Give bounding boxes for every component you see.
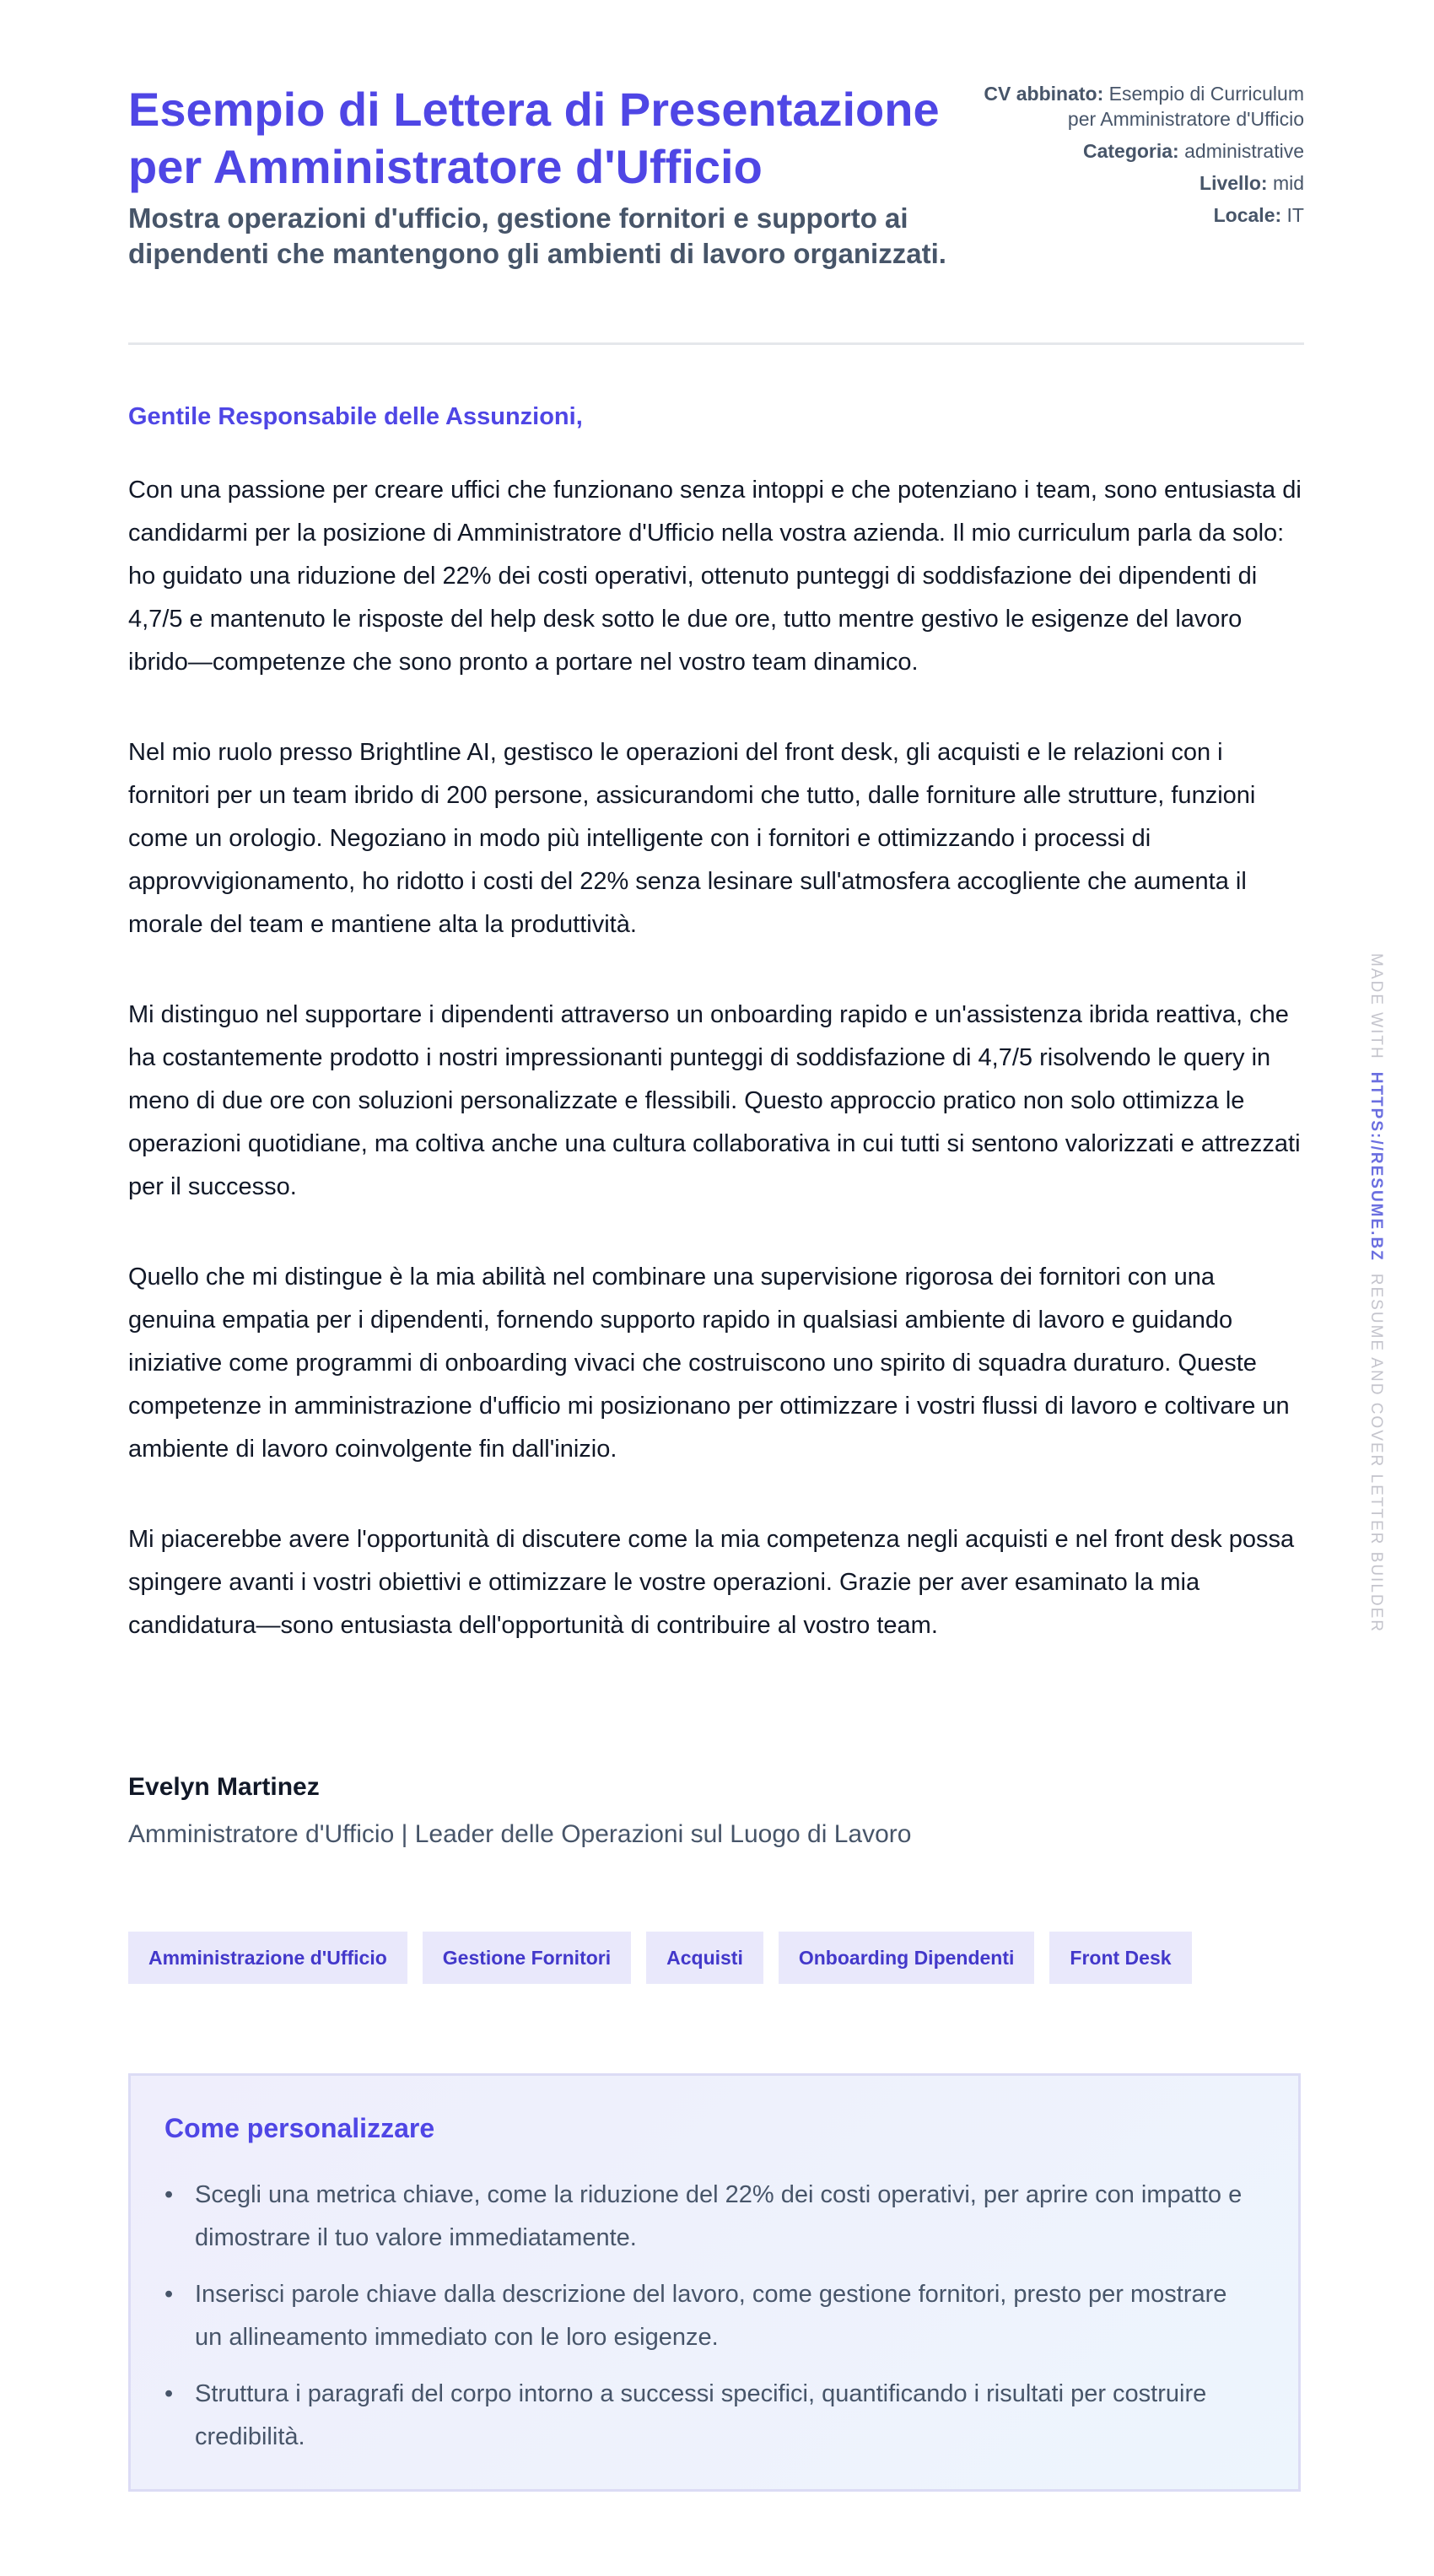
page-header bbox=[128, 0, 1304, 345]
letter-paragraph: Nel mio ruolo presso Brightline AI, gestisco le operazioni del front desk, gli acquisti e le relazioni con i fornitori per un team ibrido di 200 persone, assicurandomi che tutto, dalle forniture alle strutture, funzioni come un orologio. Negoziano in modo più intelligente con i fornitori e ottimizzando i processi di approvvigionamento, ho ridotto i costi del 22% senza lesinare sull'atmosfera accogliente che aumenta il morale del team e mantiene alta la produttività. bbox=[128, 739, 1256, 938]
skill-tag[interactable]: Acquisti bbox=[646, 1932, 763, 1984]
watermark-brand-link[interactable]: HTTPS://RESUME.BZ bbox=[1367, 1071, 1385, 1262]
skill-tags bbox=[128, 1932, 1192, 1984]
skill-tag[interactable]: Onboarding Dipendenti bbox=[779, 1932, 1035, 1984]
tips-title: Come personalizzare bbox=[164, 2113, 435, 2143]
letter-paragraph: Mi piacerebbe avere l'opportunità di discutere come la mia competenza negli acquisti e nel front desk possa spingere avanti i vostri obiettivi e ottimizzare le vostre operazioni. Grazie per aver esaminato la mia candidatura—sono entusiasta dell'opportunità di contribuire al vostro team. bbox=[128, 1526, 1295, 1639]
page-subtitle: Mostra operazioni d'ufficio, gestione fornitori e supporto ai dipendenti che mantengono gli ambienti di lavoro organizzati. bbox=[128, 202, 946, 269]
skill-tag[interactable]: Gestione Fornitori bbox=[423, 1932, 631, 1984]
customization-tips bbox=[128, 2073, 1301, 2492]
letter-body bbox=[128, 469, 1304, 1695]
tip-item: • Scegli una metrica chiave, come la riduzione del 22% dei costi operativi, per aprire con impatto e dimostrare il tuo valore immediatamente. bbox=[164, 2174, 1248, 2260]
meta-category-value: administrative bbox=[1184, 140, 1304, 162]
meta-locale-label: Locale: bbox=[1213, 204, 1282, 226]
letter-paragraph: Con una passione per creare uffici che funzionano senza intoppi e che potenziano i team, sono entusiasta di candidarmi per la posizione di Amministratore d'Ufficio nella vostra azienda. Il mio curriculum parla da solo: ho guidato una riduzione del 22% dei costi operativi, ottenuto punteggi di soddisfazione dei dipendenti di 4,7/5 e mantenuto le risposte del help desk sotto le due ore, tutto mentre gestivo le esigenze del lavoro ibrido—competenze che sono pronto a portare nel vostro team dinamico. bbox=[128, 477, 1302, 676]
meta-category bbox=[975, 138, 1304, 164]
page-title: Esempio di Lettera di Presentazione per Amministratore d'Ufficio bbox=[128, 83, 940, 193]
watermark-prefix: MADE WITH bbox=[1367, 953, 1385, 1060]
tip-item: • Inserisci parole chiave dalla descrizione del lavoro, come gestione fornitori, presto per mostrare un allineamento immediato con le loro esigenze. bbox=[164, 2273, 1248, 2359]
meta-cv bbox=[975, 81, 1304, 132]
cover-letter-page bbox=[128, 0, 1304, 2450]
skill-tag[interactable]: Amministrazione d'Ufficio bbox=[128, 1932, 407, 1984]
meta-cv-value[interactable]: Esempio di Curriculum per Amministratore d'Ufficio bbox=[1067, 83, 1304, 130]
meta-level bbox=[975, 170, 1304, 196]
meta-cv-label: CV abbinato: bbox=[984, 83, 1104, 105]
tip-item: • Struttura i paragrafi del corpo intorno a successi specifici, quantificando i risultati per costruire credibilità. bbox=[164, 2373, 1248, 2459]
signature-role: Amministratore d'Ufficio | Leader delle Operazioni sul Luogo di Lavoro bbox=[128, 1820, 912, 1848]
meta-locale bbox=[975, 202, 1304, 228]
meta-locale-value: IT bbox=[1286, 204, 1304, 226]
tips-list bbox=[164, 2174, 1248, 2472]
letter-paragraph: Quello che mi distingue è la mia abilità nel combinare una supervisione rigorosa dei fornitori con una genuina empatia per i dipendenti, fornendo supporto rapido in qualsiasi ambiente di lavoro e guidando iniziative come programmi di onboarding vivaci che costruiscono uno spirito di squadra duraturo. Queste competenze in amministrazione d'ufficio mi posizionano per ottimizzare i vostri flussi di lavoro e coltivare un ambiente di lavoro coinvolgente fin dall'inizio. bbox=[128, 1264, 1290, 1463]
meta-level-value: mid bbox=[1272, 172, 1304, 194]
watermark-suffix: RESUME AND COVER LETTER BUILDER bbox=[1367, 1273, 1385, 1634]
meta-category-label: Categoria: bbox=[1082, 140, 1179, 162]
meta-level-label: Livello: bbox=[1199, 172, 1268, 194]
skill-tag[interactable]: Front Desk bbox=[1049, 1932, 1191, 1984]
letter-paragraph: Mi distinguo nel supportare i dipendenti attraverso un onboarding rapido e un'assistenza ibrida reattiva, che ha costantemente prodotto i nostri impressionanti punteggi di soddisfazione di 4,7/5 risolvendo le query in meno di due ore con soluzioni personalizzate e flessibili. Questo approccio pratico non solo ottimizza le operazioni quotidiane, ma coltiva anche una cultura collaborativa in cui tutti si sentono valorizzati e attrezzati per il successo. bbox=[128, 1001, 1301, 1200]
letter-greeting: Gentile Responsabile delle Assunzioni, bbox=[128, 403, 583, 430]
made-with-watermark bbox=[1367, 953, 1385, 1633]
meta-panel bbox=[975, 81, 1304, 234]
signature-name: Evelyn Martinez bbox=[128, 1773, 320, 1801]
